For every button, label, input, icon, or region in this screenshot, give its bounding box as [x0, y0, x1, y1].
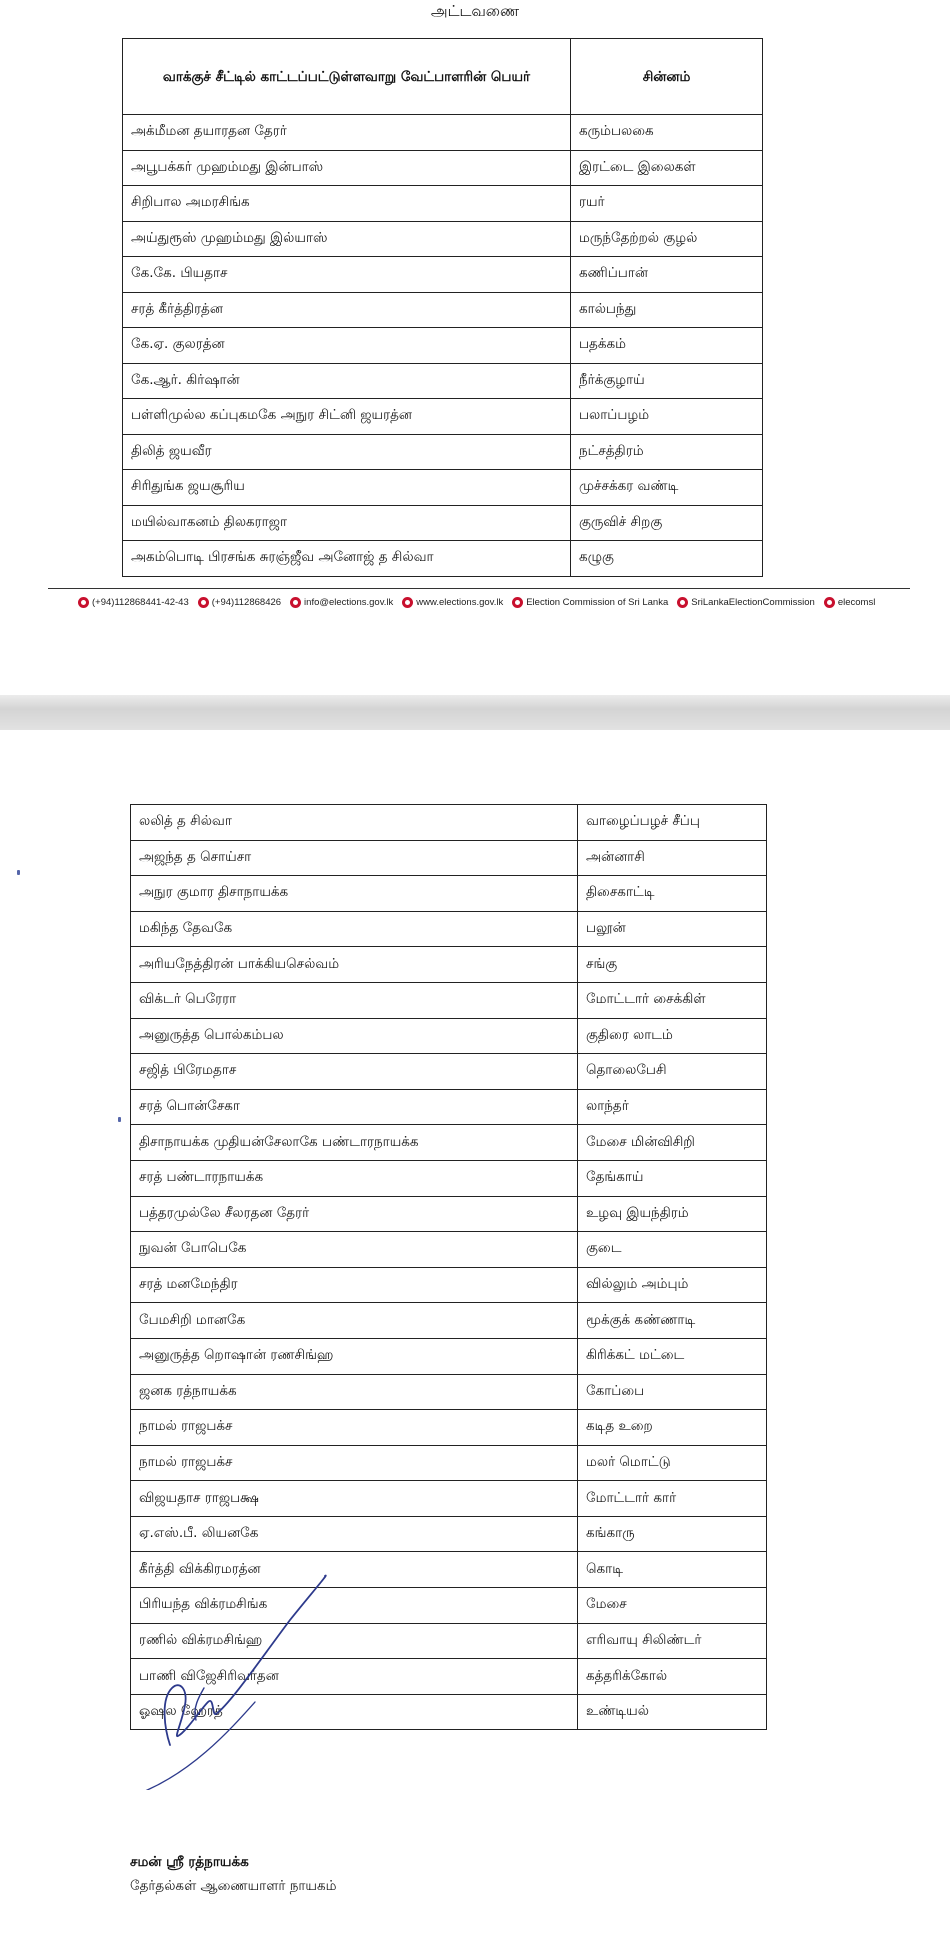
candidate-name: சிறிபால அமரசிங்க: [123, 186, 571, 222]
table-row: [123, 434, 763, 470]
table-row: [131, 1338, 767, 1374]
candidate-name: அனுருத்த பொல்கம்பல: [131, 1018, 578, 1054]
candidate-name: மயில்வாகனம் திலகராஜா: [123, 505, 571, 541]
document-page-2: [0, 730, 950, 1945]
scan-speck: [17, 870, 20, 875]
candidate-symbol: கோப்பை: [578, 1374, 767, 1410]
candidate-name: பாணி விஜேசிரிவர்தன: [131, 1659, 578, 1695]
candidate-symbol: கிரிக்கட் மட்டை: [578, 1338, 767, 1374]
candidate-name: கே.ஏ. குலரத்ன: [123, 328, 571, 364]
footer-contact-item: [78, 597, 189, 608]
table-row: [131, 1445, 767, 1481]
candidate-table-1: [122, 38, 763, 577]
candidate-name: பள்ளிமுல்ல கப்புகமகே அநுர சிட்னி ஜயரத்ன: [123, 399, 571, 435]
signer-name: சமன் ஸ்ரீ ரத்நாயக்க: [130, 1854, 249, 1870]
candidate-name: சரத் பண்டாரநாயக்க: [131, 1160, 578, 1196]
candidate-name: திசாநாயக்க முதியன்சேலாகே பண்டாரநாயக்க: [131, 1125, 578, 1161]
table-row: [131, 840, 767, 876]
candidate-symbol: முச்சக்கர வண்டி: [571, 470, 763, 506]
candidate-symbol: நட்சத்திரம்: [571, 434, 763, 470]
candidate-symbol: ரயர்: [571, 186, 763, 222]
table-row: [131, 1160, 767, 1196]
footer-contact-text: (+94)112868426: [211, 597, 282, 608]
candidate-name: சரத் பொன்சேகா: [131, 1089, 578, 1125]
table-row: [131, 911, 767, 947]
table-row: [123, 541, 763, 577]
candidate-symbol: கரும்பலகை: [571, 115, 763, 151]
candidate-symbol: எரிவாயு சிலிண்டர்: [578, 1623, 767, 1659]
candidate-name: திலித் ஜயவீர: [123, 434, 571, 470]
table-row: [131, 1232, 767, 1268]
candidate-name: நுவன் போபெகே: [131, 1232, 578, 1268]
candidate-name: மகிந்த தேவகே: [131, 911, 578, 947]
candidate-symbol: நீர்க்குழாய்: [571, 363, 763, 399]
table-header-row: [123, 39, 763, 115]
candidate-name: விக்டர் பெரேரா: [131, 982, 578, 1018]
candidate-symbol: மேசை மின்விசிறி: [578, 1125, 767, 1161]
candidate-symbol: வாழைப்பழச் சீப்பு: [578, 805, 767, 841]
candidate-name: அகம்பொடி பிரசங்க சுரஞ்ஜீவ அனோஜ் த சில்வா: [123, 541, 571, 577]
candidate-symbol: கொடி: [578, 1552, 767, 1588]
footer-contact-text: SriLankaElectionCommission: [691, 597, 815, 608]
table-row: [123, 363, 763, 399]
candidate-symbol: திசைகாட்டி: [578, 876, 767, 912]
candidate-name: ஓஷல ஹேரத்: [131, 1694, 578, 1730]
candidate-symbol: வில்லும் அம்பும்: [578, 1267, 767, 1303]
table-row: [131, 947, 767, 983]
footer-divider: [48, 588, 910, 589]
candidate-name: பத்தரமுல்லே சீலரதன தேரர்: [131, 1196, 578, 1232]
footer-contact-item: [512, 597, 668, 608]
facebook-icon: [512, 597, 523, 608]
candidate-name: நாமல் ராஜபக்ச: [131, 1410, 578, 1446]
candidate-name: சரத் கீர்த்திரத்ன: [123, 292, 571, 328]
candidate-symbol: சங்கு: [578, 947, 767, 983]
candidate-name: சரத் மனமேந்திர: [131, 1267, 578, 1303]
candidate-symbol: மோட்டார் சைக்கிள்: [578, 982, 767, 1018]
candidate-name: பேமசிறி மானகே: [131, 1303, 578, 1339]
candidate-symbol: குருவிச் சிறகு: [571, 505, 763, 541]
candidate-symbol: மேசை: [578, 1588, 767, 1624]
table-row: [131, 1125, 767, 1161]
footer-contact-item: [677, 597, 815, 608]
footer-contact-text: www.elections.gov.lk: [416, 597, 504, 608]
table-row: [123, 328, 763, 364]
table-row: [123, 399, 763, 435]
table-row: [123, 150, 763, 186]
candidate-name: சிரிதுங்க ஜயசூரிய: [123, 470, 571, 506]
candidate-symbol: கங்காரு: [578, 1516, 767, 1552]
table-row: [131, 876, 767, 912]
facebook-icon: [677, 597, 688, 608]
candidate-name: பிரியந்த விக்ரமசிங்க: [131, 1588, 578, 1624]
header-symbol: சின்னம்: [571, 39, 763, 115]
candidate-name: அய்துரூஸ் முஹம்மது இல்யாஸ்: [123, 221, 571, 257]
table-row: [123, 257, 763, 293]
signature-graphic: [130, 1490, 360, 1790]
table-row: [131, 1089, 767, 1125]
candidate-symbol: மூக்குக் கண்ணாடி: [578, 1303, 767, 1339]
table-row: [131, 1054, 767, 1090]
candidate-name: ஜனக ரத்நாயக்க: [131, 1374, 578, 1410]
footer-contact-item: [290, 597, 393, 608]
candidate-name: அரியநேத்திரன் பாக்கியசெல்வம்: [131, 947, 578, 983]
footer-contact-item: [402, 597, 503, 608]
candidate-symbol: தொலைபேசி: [578, 1054, 767, 1090]
twitter-icon: [824, 597, 835, 608]
fax-icon: [198, 597, 209, 608]
table-row: [123, 115, 763, 151]
table-row: [131, 1018, 767, 1054]
candidate-symbol: குடை: [578, 1232, 767, 1268]
candidate-symbol: பதக்கம்: [571, 328, 763, 364]
table-row: [131, 1374, 767, 1410]
candidate-symbol: குதிரை லாடம்: [578, 1018, 767, 1054]
candidate-symbol: தேங்காய்: [578, 1160, 767, 1196]
header-candidate-name: வாக்குச் சீட்டில் காட்டப்பட்டுள்ளவாறு வேட்பாளரின் பெயர்: [123, 39, 571, 115]
table-row: [123, 221, 763, 257]
candidate-symbol: கடித உறை: [578, 1410, 767, 1446]
document-page-1: [0, 0, 950, 695]
footer-contact-item: [824, 597, 876, 608]
candidate-symbol: அன்னாசி: [578, 840, 767, 876]
candidate-symbol: பலாப்பழம்: [571, 399, 763, 435]
candidate-name: ஏ.எஸ்.பீ. லியனகே: [131, 1516, 578, 1552]
candidate-name: அனுருத்த றொஷான் ரணசிங்ஹ: [131, 1338, 578, 1374]
footer-contact-text: (+94)112868441-42-43: [92, 597, 189, 608]
table-row: [123, 470, 763, 506]
candidate-name: நாமல் ராஜபக்ச: [131, 1445, 578, 1481]
candidate-symbol: கத்தரிக்கோல்: [578, 1659, 767, 1695]
candidate-symbol: கழுகு: [571, 541, 763, 577]
candidate-name: ரணில் விக்ரமசிங்ஹ: [131, 1623, 578, 1659]
page-heading: அட்டவணை: [430, 2, 520, 20]
candidate-name: கே.கே. பியதாச: [123, 257, 571, 293]
phone-icon: [78, 597, 89, 608]
candidate-name: அக்மீமன தயாரதன தேரர்: [123, 115, 571, 151]
footer-contact-text: elecomsl: [837, 597, 876, 608]
candidate-name: கீர்த்தி விக்கிரமரத்ன: [131, 1552, 578, 1588]
candidate-name: விஜயதாச ராஜபக்ஷ: [131, 1481, 578, 1517]
candidate-symbol: மலர் மொட்டு: [578, 1445, 767, 1481]
table-row: [131, 982, 767, 1018]
candidate-name: கே.ஆர். கிர்ஷான்: [123, 363, 571, 399]
candidate-symbol: உண்டியல்: [578, 1694, 767, 1730]
table-row: [131, 1410, 767, 1446]
footer-contact-item: [198, 597, 281, 608]
contact-footer: [78, 597, 928, 608]
candidate-symbol: மருந்தேற்றல் குழல்: [571, 221, 763, 257]
candidate-name: சஜித் பிரேமதாச: [131, 1054, 578, 1090]
footer-contact-text: Election Commission of Sri Lanka: [526, 597, 669, 608]
candidate-symbol: கணிப்பான்: [571, 257, 763, 293]
candidate-symbol: மோட்டார் கார்: [578, 1481, 767, 1517]
table-row: [131, 1303, 767, 1339]
table-row: [123, 186, 763, 222]
scan-speck: [118, 1117, 121, 1122]
table-row: [123, 505, 763, 541]
footer-contact-text: info@elections.gov.lk: [304, 597, 394, 608]
signer-title: தேர்தல்கள் ஆணையாளர் நாயகம்: [130, 1878, 337, 1894]
candidate-symbol: இரட்டை இலைகள்: [571, 150, 763, 186]
candidate-name: அநுர குமார திசாநாயக்க: [131, 876, 578, 912]
web-icon: [402, 597, 413, 608]
candidate-name: அபூபக்கர் முஹம்மது இன்பாஸ்: [123, 150, 571, 186]
table-row: [131, 1196, 767, 1232]
candidate-name: லலித் த சில்வா: [131, 805, 578, 841]
candidate-name: அஜந்த த சொய்சா: [131, 840, 578, 876]
candidate-symbol: கால்பந்து: [571, 292, 763, 328]
table-row: [123, 292, 763, 328]
email-icon: [290, 597, 301, 608]
candidate-symbol: உழவு இயந்திரம்: [578, 1196, 767, 1232]
candidate-symbol: பலூன்: [578, 911, 767, 947]
page-separator: [0, 695, 950, 730]
table-row: [131, 1267, 767, 1303]
table-row: [131, 805, 767, 841]
candidate-symbol: லாந்தர்: [578, 1089, 767, 1125]
